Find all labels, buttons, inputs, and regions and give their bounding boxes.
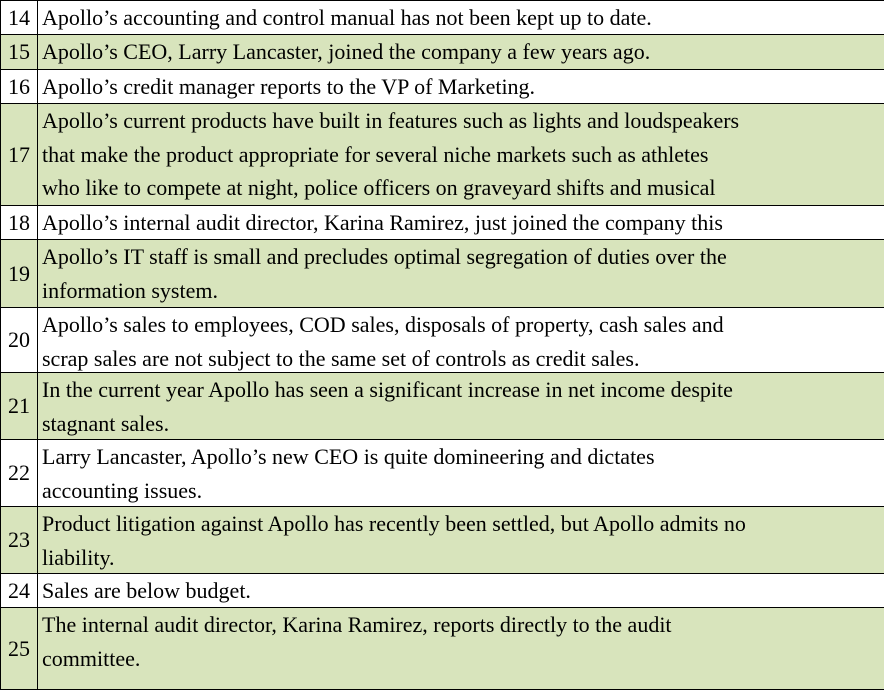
row-text: Product litigation against Apollo has recently been settled, but Apollo admits no liability.	[42, 511, 746, 570]
row-number: 18	[0, 206, 38, 239]
table-row-22	[0, 439, 884, 506]
table-row-24	[0, 573, 884, 607]
row-text: Apollo’s accounting and control manual has not been kept up to date.	[42, 5, 652, 30]
row-number: 24	[0, 574, 38, 607]
row-text: Sales are below budget.	[42, 578, 251, 603]
row-number: 22	[0, 440, 38, 506]
table-row-19	[0, 239, 884, 307]
row-number: 25	[0, 608, 38, 689]
row-text: Apollo’s internal audit director, Karina Ramirez, just joined the company this	[42, 210, 723, 235]
table-row-20	[0, 307, 884, 372]
row-text: In the current year Apollo has seen a significant increase in net income despite stagnant sales.	[42, 377, 733, 436]
table-row-18	[0, 205, 884, 239]
table-row-15	[0, 34, 884, 69]
row-number: 17	[0, 104, 38, 205]
table-row-17	[0, 103, 884, 205]
row-number: 21	[0, 373, 38, 439]
row-number: 20	[0, 308, 38, 372]
row-text: Larry Lancaster, Apollo’s new CEO is quite domineering and dictates accounting issues.	[42, 444, 655, 503]
row-text: Apollo’s IT staff is small and precludes optimal segregation of duties over the information system.	[42, 244, 727, 303]
table-row-25	[0, 607, 884, 690]
row-number: 16	[0, 70, 38, 103]
table-row-16	[0, 69, 884, 103]
row-number: 19	[0, 240, 38, 307]
row-text: Apollo’s CEO, Larry Lancaster, joined the company a few years ago.	[42, 39, 651, 64]
row-text: Apollo’s current products have built in features such as lights and loudspeakers that make the product appropriate for several niche markets such as athletes who like to compete at night, police officers on graveyard shifts and musical	[42, 108, 740, 200]
row-text: The internal audit director, Karina Ramirez, reports directly to the audit committee.	[42, 612, 672, 671]
row-number: 23	[0, 507, 38, 573]
table-row-23	[0, 506, 884, 573]
row-text: Apollo’s credit manager reports to the VP of Marketing.	[42, 74, 536, 99]
row-number: 15	[0, 35, 38, 69]
row-text: Apollo’s sales to employees, COD sales, disposals of property, cash sales and scrap sales are not subject to the same set of controls as credit sales.	[42, 312, 724, 371]
table-row-14	[0, 0, 884, 34]
table-row-21	[0, 372, 884, 439]
row-number: 14	[0, 1, 38, 34]
